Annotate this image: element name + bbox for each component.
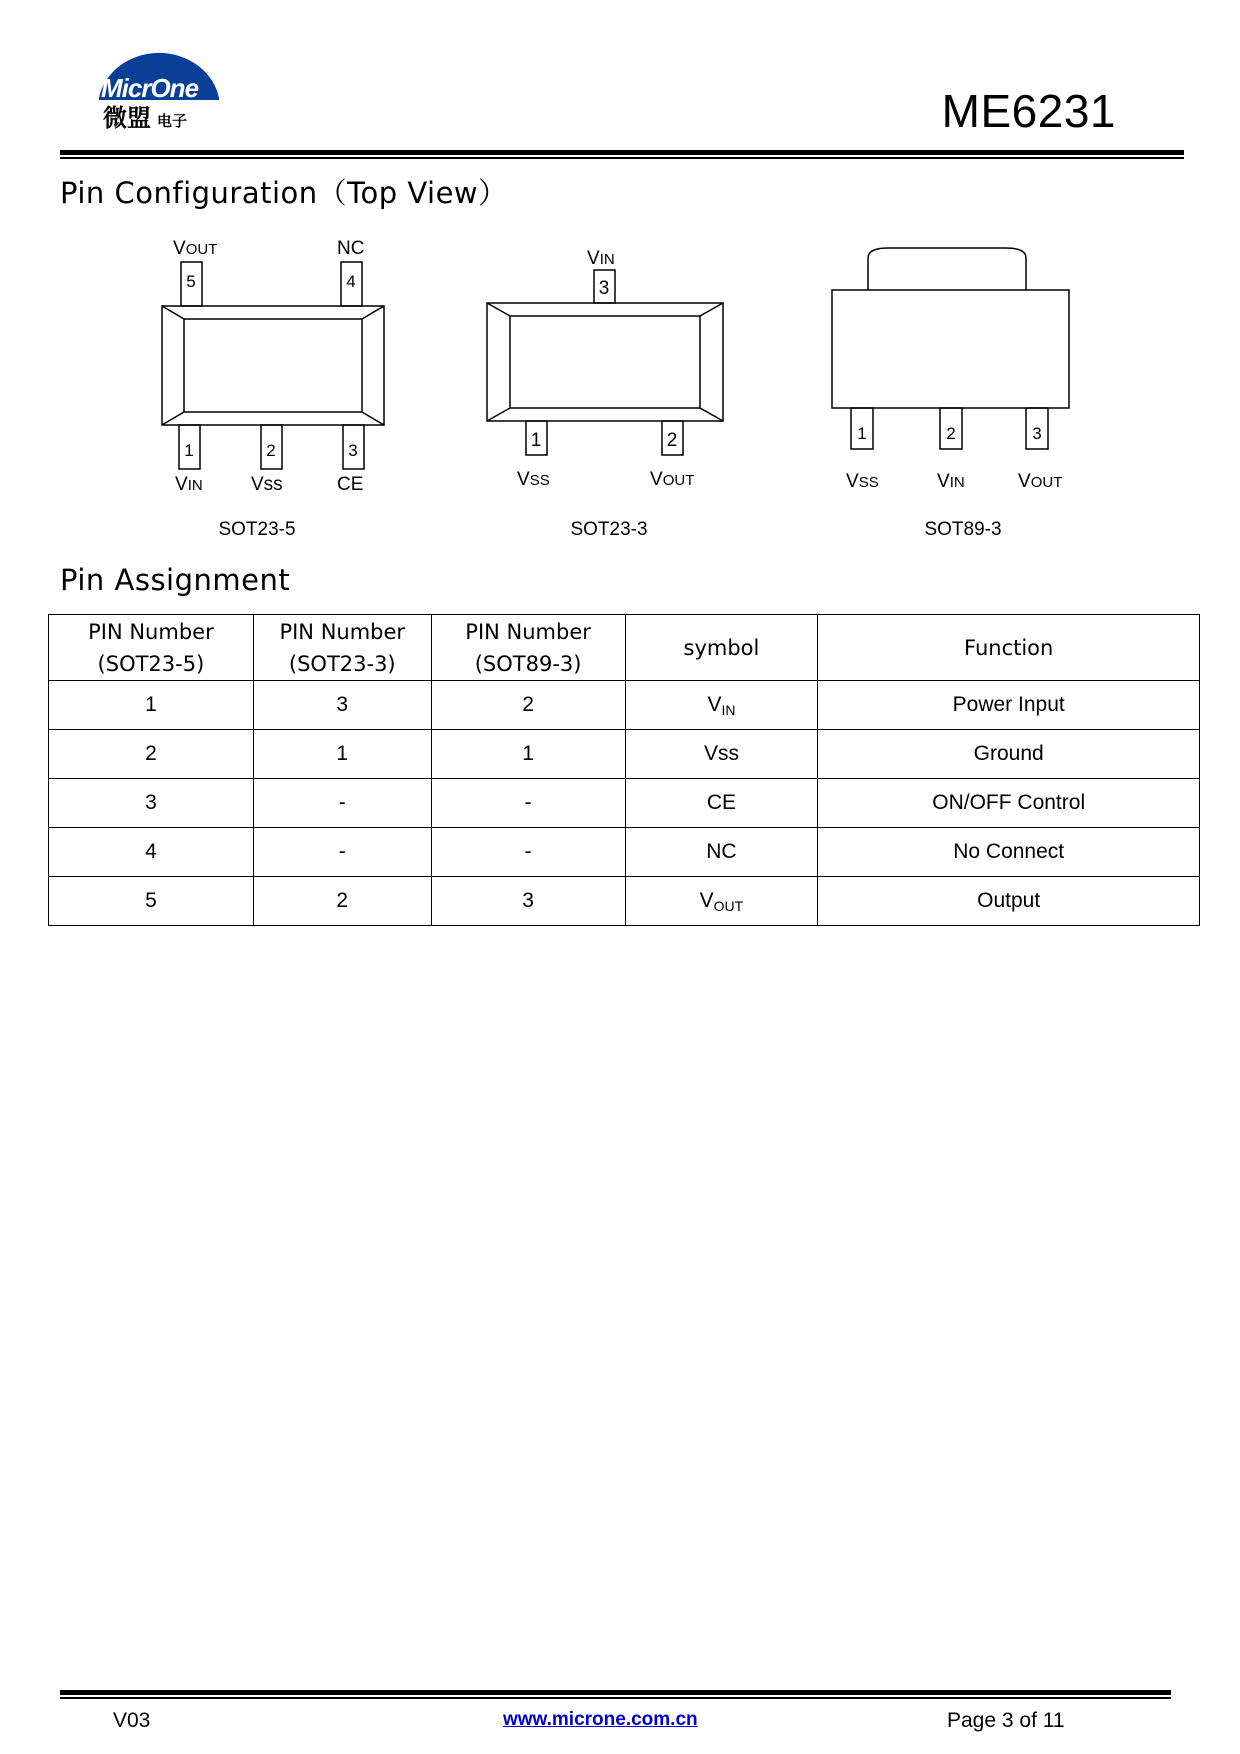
sot23-5-pin4-num: 4: [346, 272, 356, 291]
cell-sot89-3: -: [431, 779, 625, 828]
sot23-5-pin3-num: 3: [348, 441, 358, 460]
pin-config-title: Pin Configuration（Top View）: [60, 176, 508, 210]
sot23-5-pin3-label: CE: [337, 474, 364, 495]
sot23-5-pin2-num: 2: [266, 441, 276, 460]
table-row: [49, 877, 1200, 926]
cell-function: No Connect: [818, 828, 1200, 877]
sot89-3-pin1-label: VSS: [846, 471, 879, 492]
sot89-3-pin2-num: 2: [946, 424, 956, 443]
table-row: [49, 828, 1200, 877]
header-sot89-3: PIN Number (SOT89-3): [431, 615, 625, 681]
header-sot23-3: PIN Number (SOT23-3): [253, 615, 431, 681]
logo-text-cn-main: 微盟: [103, 104, 151, 132]
cell-sot23-5: 5: [49, 877, 254, 926]
sot23-3-pin1-num: 1: [530, 430, 542, 451]
header-sot23-5: PIN Number (SOT23-5): [49, 615, 254, 681]
cell-sot23-3: -: [253, 779, 431, 828]
sot23-5-pin1-label: VIN: [175, 474, 203, 495]
sot89-3-pin2-label: VIN: [937, 471, 965, 492]
footer-version: V03: [113, 1709, 151, 1732]
sot23-5-pin5-num: 5: [186, 272, 196, 291]
sot23-3-pin3-num: 3: [598, 278, 610, 299]
table-row: [49, 779, 1200, 828]
sot23-5-pin1-num: 1: [184, 441, 194, 460]
header-function: Function: [818, 615, 1200, 681]
pin-config-diagrams: [0, 210, 1240, 550]
table-header-row: [49, 615, 1200, 681]
sot23-5-pin4-label: NC: [337, 238, 365, 259]
sot23-3-pin2-num: 2: [666, 430, 678, 451]
header-symbol: symbol: [625, 615, 818, 681]
table-row: [49, 730, 1200, 779]
cell-sot23-5: 2: [49, 730, 254, 779]
cell-function: Ground: [818, 730, 1200, 779]
cell-symbol: NC: [625, 828, 818, 877]
cell-function: Output: [818, 877, 1200, 926]
cell-sot89-3: 3: [431, 877, 625, 926]
cell-sot89-3: 1: [431, 730, 625, 779]
sot23-5-package: [162, 262, 384, 469]
logo-text-en: MicrOne: [101, 73, 199, 103]
header-rule-thin: [60, 157, 1184, 159]
sot23-3-pin2-label: VOUT: [650, 469, 695, 490]
cell-sot89-3: -: [431, 828, 625, 877]
cell-sot23-5: 1: [49, 681, 254, 730]
sot89-3-pin3-label: VOUT: [1018, 471, 1063, 492]
sot23-5-pin5-label: VOUT: [173, 238, 218, 259]
footer-rule-thin: [60, 1697, 1171, 1699]
sot23-3-pin3-label: VIN: [587, 248, 615, 269]
logo-text-cn-sub: 电子: [157, 112, 188, 130]
sot89-3-package: [832, 248, 1069, 449]
pin-assignment-table: [48, 614, 1200, 926]
cell-sot23-3: 1: [253, 730, 431, 779]
sot89-3-pin1-num: 1: [857, 424, 867, 443]
cell-symbol: $V_{IN}$: [625, 681, 818, 730]
cell-function: ON/OFF Control: [818, 779, 1200, 828]
cell-sot23-3: 2: [253, 877, 431, 926]
sot89-3-name: SOT89-3: [924, 519, 1002, 540]
cell-sot23-5: 3: [49, 779, 254, 828]
cell-sot23-3: -: [253, 828, 431, 877]
footer-rule-thick: [60, 1690, 1171, 1695]
cell-sot89-3: 2: [431, 681, 625, 730]
cell-function: Power Input: [818, 681, 1200, 730]
table-row: [49, 681, 1200, 730]
pin-assignment-title: Pin Assignment: [60, 563, 291, 597]
footer-page-number: Page 3 of 11: [947, 1709, 1065, 1732]
microne-logo: [95, 22, 225, 132]
cell-sot23-5: 4: [49, 828, 254, 877]
sot23-3-name: SOT23-3: [570, 519, 648, 540]
sot23-5-name: SOT23-5: [218, 519, 296, 540]
cell-symbol: $V_{OUT}$: [625, 877, 818, 926]
cell-symbol: Vss: [625, 730, 818, 779]
sot89-3-pin3-num: 3: [1032, 424, 1042, 443]
cell-symbol: CE: [625, 779, 818, 828]
sot23-3-pin1-label: VSS: [517, 469, 550, 490]
footer-website-link[interactable]: www.microne.com.cn: [503, 1709, 698, 1730]
cell-sot23-3: 3: [253, 681, 431, 730]
header-rule-thick: [60, 150, 1184, 155]
sot23-5-pin2-label: Vss: [251, 474, 283, 495]
document-title: ME6231: [941, 85, 1116, 137]
